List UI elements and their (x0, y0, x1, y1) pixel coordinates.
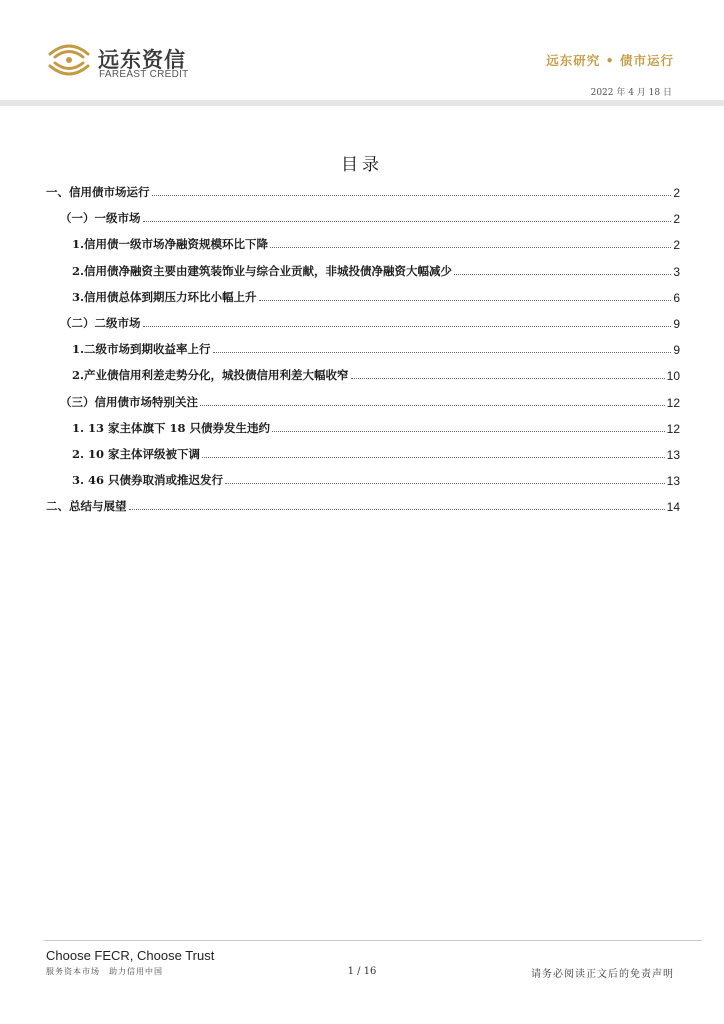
toc-entry-title: 一、信用债市场运行 (46, 185, 150, 199)
toc-entry-page: 14 (666, 500, 680, 515)
toc-entry-page: 2 (673, 238, 680, 253)
toc-entry-page: 9 (673, 343, 680, 358)
toc-entry-page: 12 (666, 395, 680, 410)
toc-entry-page: 2 (673, 212, 680, 227)
brand-name-en: FAREAST CREDIT (99, 69, 189, 80)
toc-entry-page: 12 (666, 421, 680, 436)
toc-entry[interactable] (72, 365, 680, 383)
toc-entry-title: 2.产业债信用利差走势分化，城投债信用利差大幅收窄 (72, 368, 349, 383)
toc-leader-dots (225, 482, 665, 484)
page-number: 1 / 16 (347, 966, 377, 977)
toc-leader-dots (200, 404, 665, 406)
toc-entry[interactable] (72, 418, 680, 436)
brand-name-cn: 远东资信 (98, 48, 186, 72)
toc-entry-page: 6 (673, 290, 680, 305)
toc-entry-title: 1. 13 家主体旗下 18 只债券发生违约 (72, 420, 271, 435)
toc-leader-dots (351, 377, 665, 379)
toc-entry-title: 2. 10 家主体评级被下调 (72, 447, 201, 461)
toc-entry-title: 3.信用债总体到期压力环比小幅上升 (72, 289, 257, 304)
toc-entry[interactable] (46, 182, 680, 200)
toc-entry-title: 2.信用债净融资主要由建筑装饰业与综合业贡献，非城投债净融资大幅减少 (72, 263, 453, 278)
toc-entry-title: 1.信用债一级市场净融资规模环比下降 (72, 237, 269, 252)
toc-entry-page: 2 (673, 186, 680, 200)
toc-leader-dots (270, 246, 671, 248)
toc-entry-title: 3. 46 只债券取消或推迟发行 (72, 473, 224, 488)
toc-entry-title: （三）信用债市场特别关注 (60, 394, 198, 409)
toc-leader-dots (143, 325, 672, 327)
footer-slogan-en: Choose FECR, Choose Trust (46, 948, 215, 963)
toc-entry[interactable] (72, 470, 680, 488)
toc-leader-dots (454, 273, 671, 275)
toc-entry[interactable] (72, 261, 680, 279)
toc-leader-dots (272, 430, 665, 432)
toc-entry-title: （二）二级市场 (60, 316, 141, 330)
footer-divider (44, 940, 702, 941)
toc-leader-dots (259, 299, 672, 301)
toc-entry[interactable] (72, 339, 680, 357)
toc-entry[interactable] (72, 444, 680, 462)
toc-entry-page: 3 (673, 264, 680, 279)
page-header (0, 0, 724, 104)
toc-entry-title: 1.二级市场到期收益率上行 (72, 342, 211, 357)
fareast-credit-logo-icon (44, 40, 94, 80)
toc-leader-dots (143, 220, 672, 222)
toc-entry-page: 10 (666, 369, 680, 384)
toc-leader-dots (213, 351, 672, 353)
toc-leader-dots (202, 456, 665, 458)
toc-entry[interactable] (60, 313, 680, 331)
toc-entry-page: 9 (673, 317, 680, 331)
toc-entry-page: 13 (666, 474, 680, 489)
toc-leader-dots (129, 508, 665, 510)
toc-entry-page: 13 (666, 448, 680, 462)
toc-title: 目录 (341, 155, 383, 175)
toc-leader-dots (152, 194, 672, 196)
toc-entry[interactable] (60, 208, 680, 226)
toc-entry[interactable] (60, 392, 680, 410)
header-divider (0, 100, 724, 106)
section-tag: 远东研究 • 债市运行 (546, 53, 674, 68)
toc-entry[interactable] (72, 234, 680, 252)
toc-entry[interactable] (46, 496, 680, 514)
footer-slogan-cn: 服务资本市场 助力信用中国 (46, 967, 163, 976)
toc-entry-title: 二、总结与展望 (46, 499, 127, 514)
report-date: 2022 年 4 月 18 日 (590, 88, 672, 98)
toc-entry[interactable] (72, 287, 680, 305)
disclaimer-link: 请务必阅读正文后的免责声明 (531, 969, 674, 980)
toc-entry-title: （一）一级市场 (60, 211, 141, 226)
